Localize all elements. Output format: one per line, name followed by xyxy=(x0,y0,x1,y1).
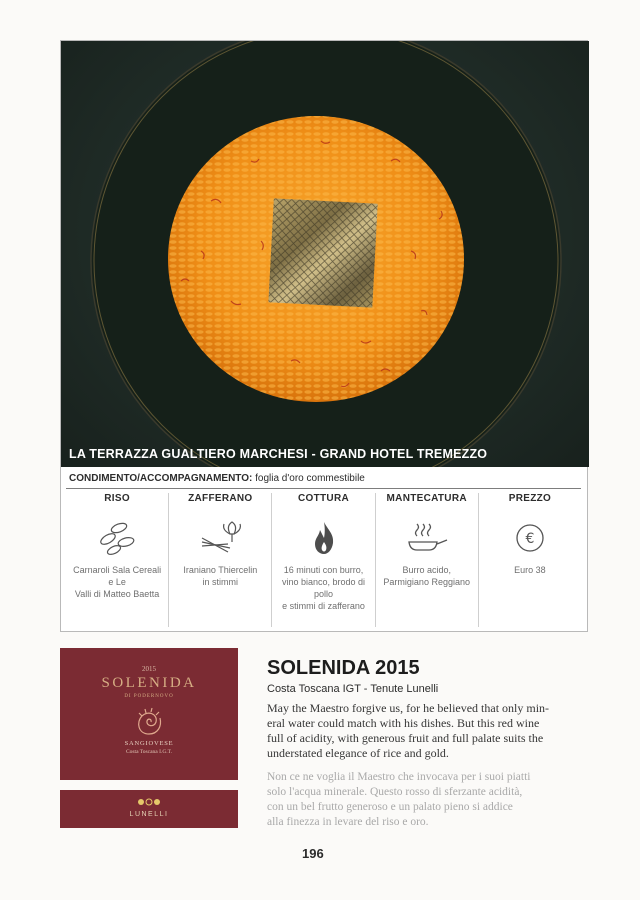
column-mantecatura xyxy=(375,493,478,627)
divider-rule xyxy=(66,488,581,489)
label-denomination: Costa Toscana I.G.T. xyxy=(126,749,172,755)
restaurant-name: LA TERRAZZA GUALTIERO MARCHESI - GRAND HOTEL TREMEZZO xyxy=(69,447,488,461)
column-text: Burro acido, Parmigiano Reggiano xyxy=(383,565,470,587)
condimento-line xyxy=(69,473,365,484)
condimento-label: CONDIMENTO/ACCOMPAGNAMENTO: xyxy=(69,473,253,484)
column-text: 16 minuti con burro, vino bianco, brodo di pollo e stimmi di zafferano xyxy=(281,565,366,611)
dish-sheet xyxy=(60,40,588,632)
condimento-value: foglia d'oro commestibile xyxy=(255,473,365,484)
label-year: 2015 xyxy=(142,665,156,673)
ammonite-shell-icon xyxy=(134,704,164,738)
label-brand: LUNELLI xyxy=(129,811,169,818)
column-text: Euro 38 xyxy=(514,565,546,575)
flame-icon xyxy=(302,518,346,558)
english-description: May the Maestro forgive us, for he believed that only min- eral water could match with his dishes. But this red wine full of acidity, with generous fruit and full palate suits the understated elegance of rice and gold. xyxy=(267,701,550,760)
euro-coin-icon xyxy=(508,518,552,558)
ingredient-columns xyxy=(66,493,581,627)
column-heading: COTTURA xyxy=(298,493,349,504)
column-text: Iraniano Thiercelin in stimmi xyxy=(183,565,258,587)
column-riso xyxy=(66,493,168,627)
rice-grains-icon xyxy=(95,518,139,558)
steaming-pan-icon xyxy=(405,518,449,558)
column-heading: PREZZO xyxy=(508,493,552,504)
wine-label-image xyxy=(60,648,238,780)
saffron-flower-icon xyxy=(198,518,242,558)
risotto-plate-illustration xyxy=(61,41,589,467)
svg-text:€: € xyxy=(525,531,535,547)
lunelli-moons-logo xyxy=(137,796,161,808)
page-number: 196 xyxy=(302,846,324,861)
label-grape: SANGIOVESE xyxy=(124,740,174,747)
italian-description: Non ce ne voglia il Maestro che invocava per i suoi piatti solo l'acqua minerale. Questo rosso di sferzante acidità, con un bel frutto generoso e un palato pieno si addice alla finezza in levare del riso e oro. xyxy=(267,771,531,828)
column-cottura xyxy=(271,493,374,627)
column-heading: ZAFFERANO xyxy=(188,493,253,504)
label-subtitle: DI PODERNOVO xyxy=(124,694,174,699)
column-text: Carnaroli Sala Cereali e Le Valli di Matteo Baetta xyxy=(73,565,162,599)
wine-label-brand-strip xyxy=(60,790,238,828)
dish-photo xyxy=(61,41,589,467)
column-zafferano xyxy=(168,493,271,627)
column-heading: RISO xyxy=(104,493,130,504)
label-name: SOLENIDA xyxy=(101,675,197,691)
wine-title: SOLENIDA 2015 xyxy=(267,657,420,679)
column-prezzo xyxy=(478,493,581,627)
column-heading: MANTECATURA xyxy=(386,493,467,504)
wine-subtitle: Costa Toscana IGT - Tenute Lunelli xyxy=(267,683,439,695)
